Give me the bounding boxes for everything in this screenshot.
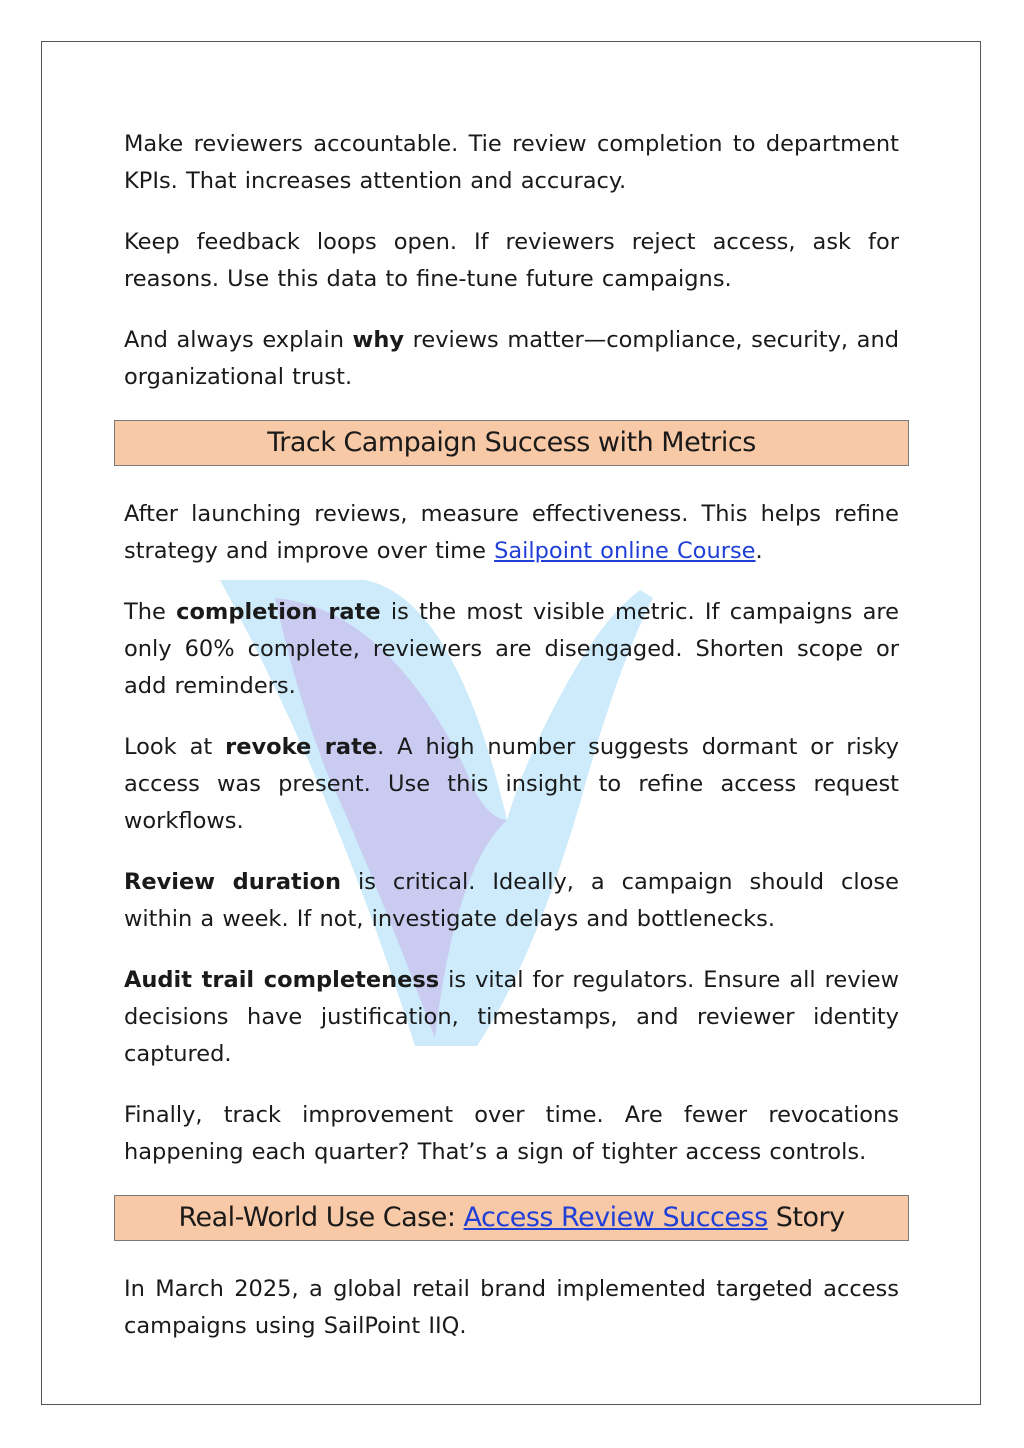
- paragraph-text: Look at: [124, 734, 226, 760]
- paragraph-improvement: Finally, track improvement over time. Are fewer revocations happening each quarter? That’s a sign of tighter access controls.: [124, 1102, 899, 1165]
- paragraph-text: .: [755, 538, 763, 564]
- bold-term: Review duration: [124, 869, 342, 895]
- paragraph-completion-rate: [124, 594, 899, 705]
- paragraph-text: is critical. Ideally, a campaign should close within a week. If not, investigate delays and bottlenecks.: [124, 869, 899, 932]
- paragraph-feedback: Keep feedback loops open. If reviewers reject access, ask for reasons. Use this data to fine-tune future campaigns.: [124, 229, 899, 292]
- paragraph-text: The: [124, 599, 177, 625]
- bold-term: revoke rate: [225, 734, 378, 760]
- paragraph-text: . A high number suggests dormant or risky access was present. Use this insight to refine access request workflows.: [124, 734, 899, 834]
- section-heading-use-case: [114, 1195, 909, 1241]
- paragraph-audit-trail: [124, 962, 899, 1073]
- paragraph-explain: [124, 322, 899, 396]
- bold-term: why: [352, 327, 405, 353]
- paragraph-review-duration: [124, 864, 899, 938]
- document-body: [124, 126, 899, 1369]
- bold-term: completion rate: [176, 599, 381, 625]
- paragraph-text: After launching reviews, measure effectiveness. This helps refine strategy and improve over time: [124, 501, 899, 564]
- paragraph-revoke-rate: [124, 729, 899, 840]
- section-heading-metrics: Track Campaign Success with Metrics: [114, 420, 909, 466]
- sailpoint-course-link[interactable]: Sailpoint online Course: [494, 538, 756, 564]
- paragraph-text: is the most visible metric. If campaigns are only 60% complete, reviewers are disengaged. Shorten scope or add reminders.: [124, 599, 900, 699]
- paragraph-text: is vital for regulators. Ensure all review decisions have justification, timestamps, and reviewer identity captured.: [124, 967, 900, 1067]
- paragraph-intro: [124, 496, 899, 570]
- paragraph-accountable: Make reviewers accountable. Tie review completion to department KPIs. That increases attention and accuracy.: [124, 131, 899, 194]
- bold-term: Audit trail completeness: [124, 967, 440, 993]
- heading-text: Real-World Use Case:: [178, 1202, 464, 1233]
- heading-text: Story: [767, 1202, 845, 1233]
- paragraph-text: reviews matter—compliance, security, and organizational trust.: [124, 327, 899, 390]
- paragraph-text: And always explain: [124, 327, 353, 353]
- paragraph-closing: In March 2025, a global retail brand implemented targeted access campaigns using SailPoint IIQ.: [124, 1276, 899, 1339]
- access-review-success-link[interactable]: Access Review Success: [463, 1202, 768, 1233]
